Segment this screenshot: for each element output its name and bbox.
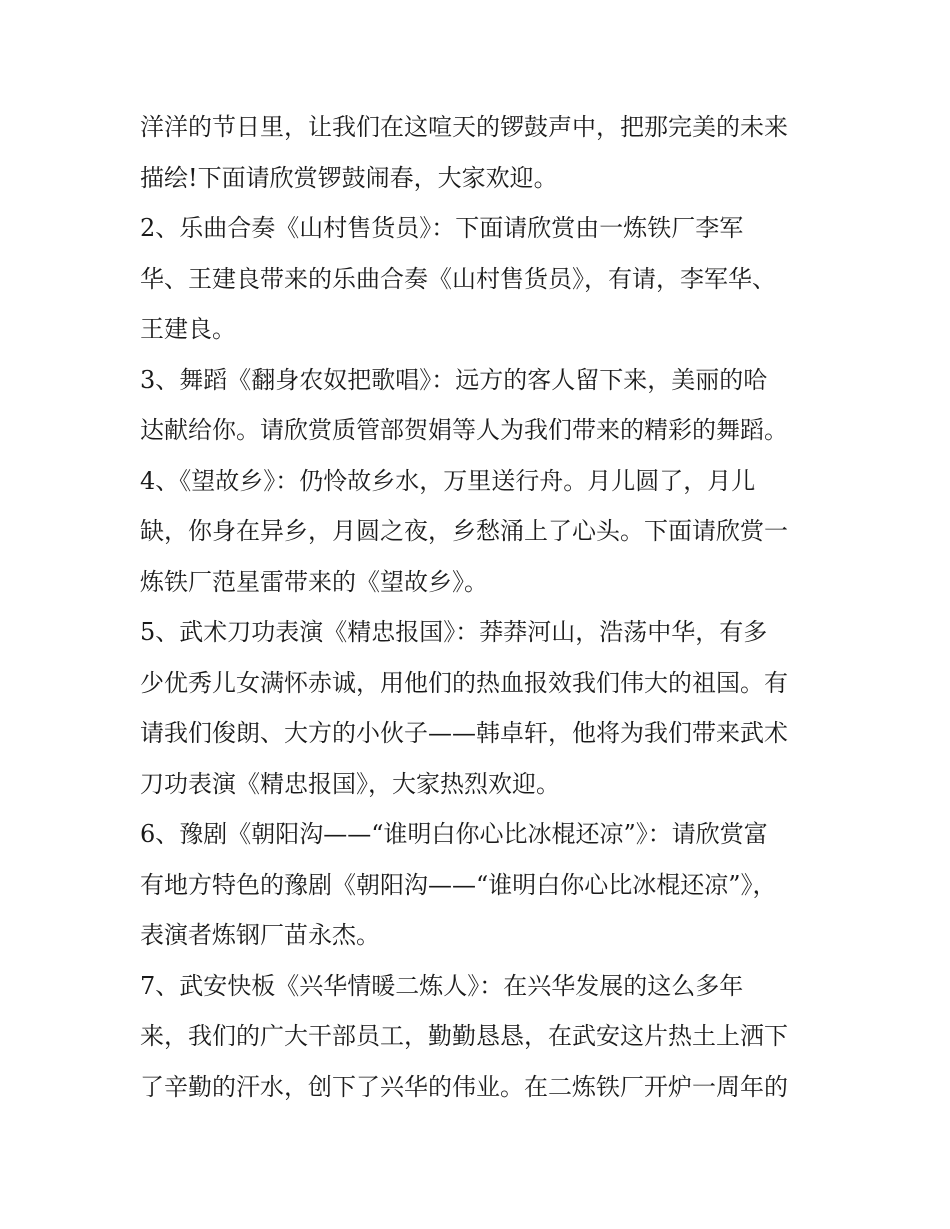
- text-line-13: 请我们俊朗、大方的小伙子——韩卓轩，他将为我们带来武术: [140, 719, 788, 747]
- text-line-9: 缺，你身在异乡，月圆之夜，乡愁涌上了心头。下面请欣赏一: [140, 517, 788, 545]
- text-line-3: 2、乐曲合奏《山村售货员》：下面请欣赏由一炼铁厂李军: [140, 214, 744, 242]
- document-body: [140, 102, 820, 1112]
- text-line-15: 6、豫剧《朝阳沟——“谁明白你心比冰棍还凉”》：请欣赏富: [140, 820, 768, 848]
- text-line-1: 洋洋的节日里，让我们在这喧天的锣鼓声中，把那完美的未来: [140, 113, 788, 141]
- text-line-11: 5、武术刀功表演《精忠报国》：莽莽河山，浩荡中华，有多: [140, 618, 768, 646]
- text-line-8: 4、《望故乡》：仍怜故乡水，万里送行舟。月儿圆了，月儿: [140, 466, 756, 495]
- text-line-6: 3、舞蹈《翻身农奴把歌唱》：远方的客人留下来，美丽的哈: [140, 365, 768, 394]
- text-line-20: 了辛勤的汗水，创下了兴华的伟业。在二炼铁厂开炉一周年的: [140, 1072, 788, 1101]
- text-line-17: 表演者炼钢厂苗永杰。: [140, 921, 380, 949]
- text-line-10: 炼铁厂范星雷带来的《望故乡》。: [140, 567, 488, 596]
- text-line-2: 描绘!下面请欣赏锣鼓闹春，大家欢迎。: [140, 163, 558, 192]
- text-line-16: 有地方特色的豫剧《朝阳沟——“谁明白你心比冰棍还凉”》，: [140, 870, 777, 899]
- text-line-5: 王建良。: [140, 315, 236, 343]
- text-line-18: 7、武安快板《兴华情暖二炼人》：在兴华发展的这么多年: [140, 971, 744, 1000]
- text-line-19: 来，我们的广大干部员工，勤勤恳恳，在武安这片热土上洒下: [140, 1022, 788, 1050]
- text-line-14: 刀功表演《精忠报国》，大家热烈欢迎。: [140, 769, 560, 798]
- text-line-4: 华、王建良带来的乐曲合奏《山村售货员》，有请，李军华、: [140, 264, 776, 293]
- text-line-7: 达献给你。请欣赏质管部贺娟等人为我们带来的精彩的舞蹈。: [140, 416, 788, 444]
- text-line-12: 少优秀儿女满怀赤诚，用他们的热血报效我们伟大的祖国。有: [140, 668, 788, 697]
